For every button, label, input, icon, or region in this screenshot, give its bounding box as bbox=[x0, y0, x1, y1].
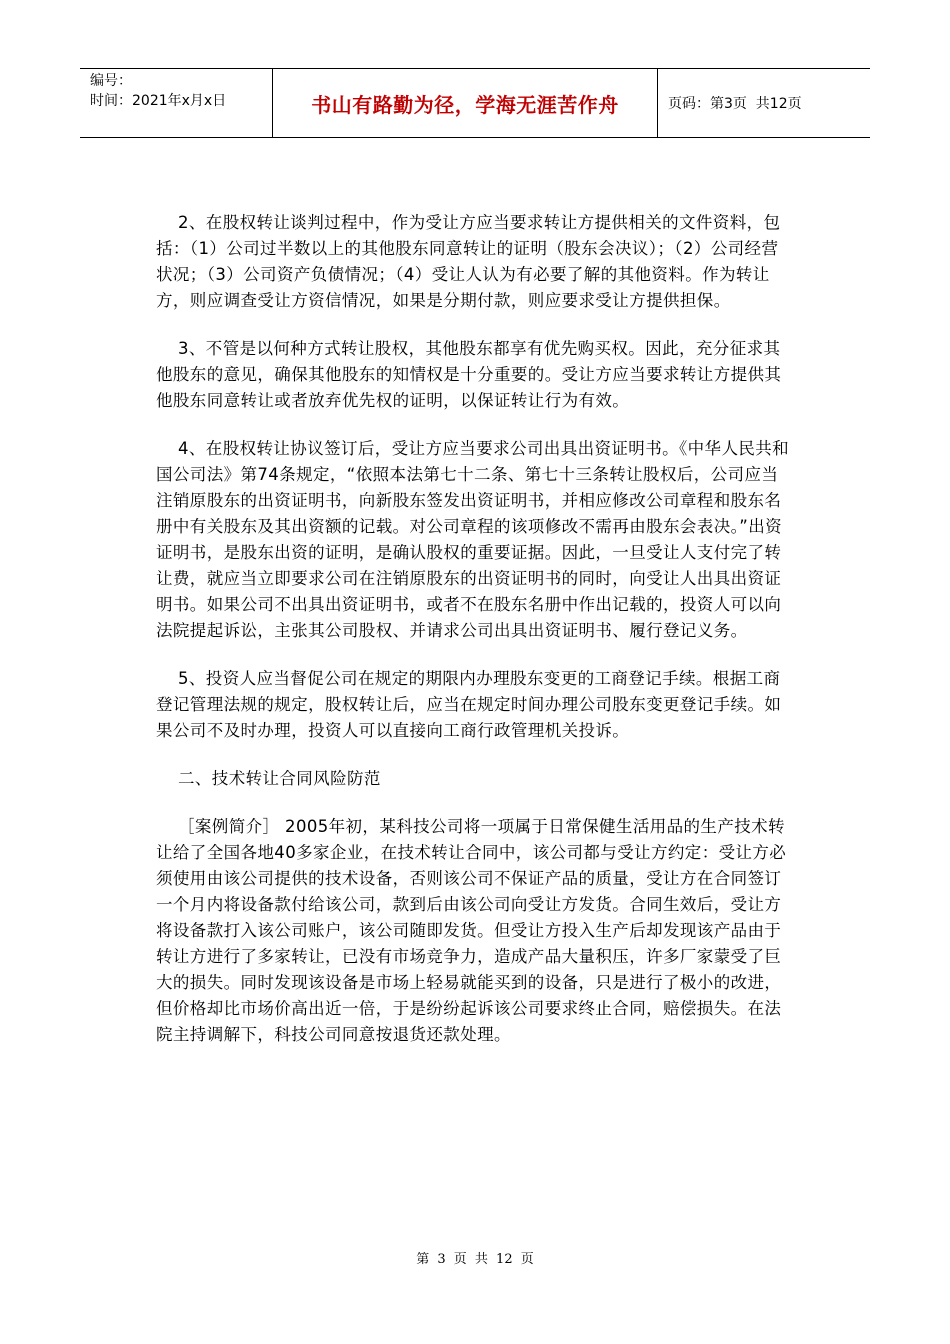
paragraph-2: 2、在股权转让谈判过程中，作为受让方应当要求转让方提供相关的文件资料，包括：（1）公司过半数以上的其他股东同意转让的证明（股东会决议）；（2）公司经营状况；（3）公司资产负债情况；（4）受让人认为有必要了解的其他资料。作为转让方，则应调查受让方资信情况，如果是分期付款，则应要求受让方提供担保。 bbox=[156, 213, 781, 310]
header-meta bbox=[90, 71, 226, 111]
paragraph-3: 3、不管是以何种方式转让股权，其他股东都享有优先购买权。因此，充分征求其他股东的意见，确保其他股东的知情权是十分重要的。受让方应当要求转让方提供其他股东同意转让或者放弃优先权的证明，以保证转让行为有效。 bbox=[156, 339, 782, 410]
page-footer: 第 3 页 共 12 页 bbox=[416, 1252, 534, 1267]
page-header bbox=[80, 68, 870, 138]
paragraph-5: 5、投资人应当督促公司在规定的期限内办理股东变更的工商登记手续。根据工商登记管理法规的规定，股权转让后，应当在规定时间办理公司股东变更登记手续。如果公司不及时办理，投资人可以直接向工商行政管理机关投诉。 bbox=[156, 669, 782, 740]
section-heading: 二、技术转让合同风险防范 bbox=[178, 769, 381, 788]
header-divider bbox=[657, 69, 658, 137]
serial-label: 编号： bbox=[90, 73, 132, 89]
header-page-info: 页码：第3页 共12页 bbox=[668, 96, 802, 112]
header-motto: 书山有路勤为径，学海无涯苦作舟 bbox=[311, 92, 619, 117]
document-body bbox=[156, 210, 790, 1070]
date-line: 时间：2021年x月x日 bbox=[90, 93, 227, 109]
paragraph-4: 4、在股权转让协议签订后，受让方应当要求公司出具出资证明书。《中华人民共和国公司法》第74条规定，“依照本法第七十二条、第七十三条转让股权后，公司应当注销原股东的出资证明书，向新股东签发出资证明书，并相应修改公司章程和股东名册中有关股东及其出资额的记载。对公司章程的该项修改不需再由股东会表决。”出资证明书，是股东出资的证明，是确认股权的重要证据。因此，一旦受让人支付完了转让费，就应当立即要求公司在注销原股东的出资证明书的同时，向受让人出具出资证明书。如果公司不出具出资证明书，或者不在股东名册中作出记载的，投资人可以向法院提起诉讼，主张其公司股权、并请求公司出具出资证明书、履行登记义务。 bbox=[156, 439, 790, 640]
case-summary-paragraph: ［案例简介］ 2005年初，某科技公司将一项属于日常保健生活用品的生产技术转让给了全国各地40多家企业，在技术转让合同中，该公司都与受让方约定：受让方必须使用由该公司提供的技术设备，否则该公司不保证产品的质量，受让方在合同签订一个月内将设备款付给该公司，款到后由该公司向受让方发货。合同生效后，受让方将设备款打入该公司账户，该公司随即发货。但受让方投入生产后却发现该产品由于转让方进行了多家转让，已没有市场竞争力，造成产品大量积压，许多厂家蒙受了巨大的损失。同时发现该设备是市场上轻易就能买到的设备，只是进行了极小的改进，但价格却比市场价高出近一倍，于是纷纷起诉该公司要求终止合同，赔偿损失。在法院主持调解下，科技公司同意按退货还款处理。 bbox=[156, 817, 787, 1044]
